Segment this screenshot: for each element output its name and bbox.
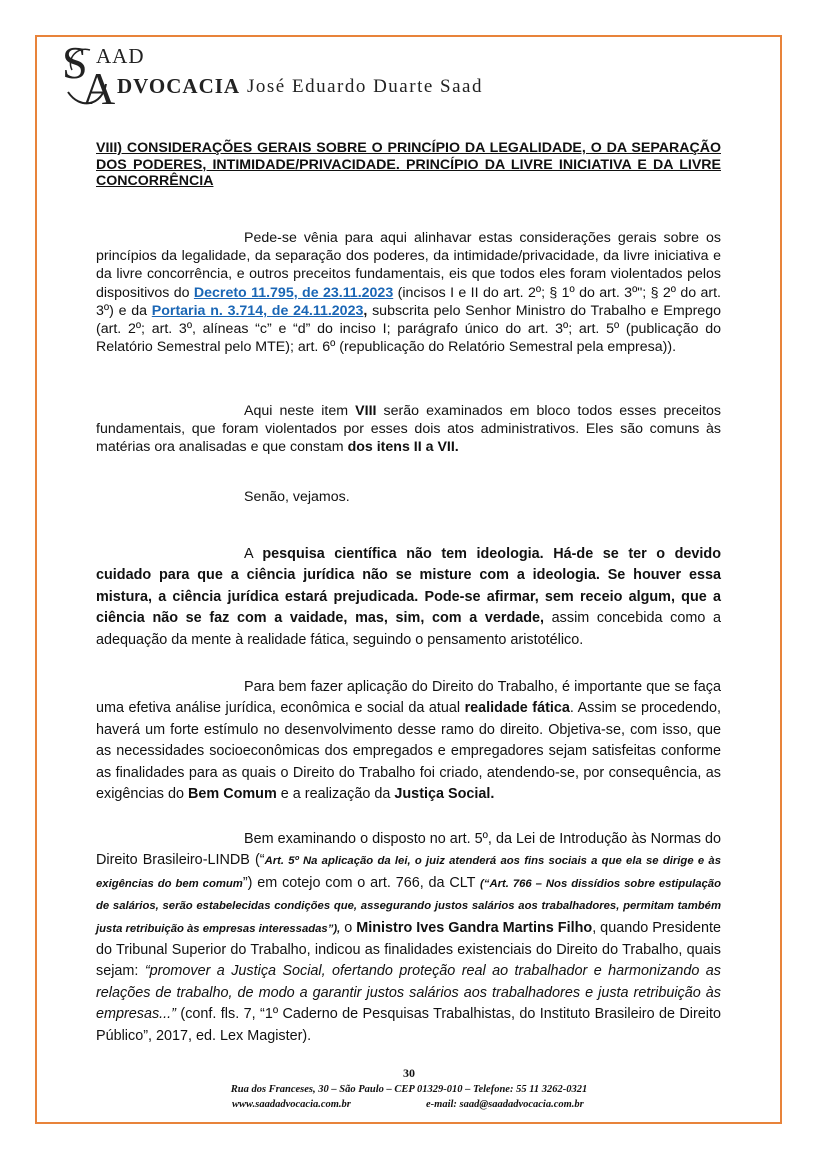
p6-minister-name: Ministro Ives Gandra Martins Filho: [356, 919, 593, 936]
paragraph-5: [96, 677, 721, 805]
p2-item-number: VIII: [355, 403, 377, 419]
p6-text-g: , quando Presidente do Tribunal Superior do Trabalho, indicou as finalidades existenciais do Direito do Trabalho, quais sejam:: [96, 919, 722, 980]
p1-text-c: subscrita pelo Senhor Ministro do Trabalho e Emprego (art. 2º; art. 3º, alíneas “c” e “d” do inciso I; parágrafo único do art. 3º; art. 5º (publicação do Relatório Semestral pelo MTE); art. 6º (republicação do Relatório Semestral pela empresa)).: [96, 302, 721, 356]
paragraph-2: [96, 402, 721, 457]
p6-text-i: (conf. fls. 7, “1º Caderno de Pesquisas Trabalhistas, do Instituto Brasileiro de Direito Público”, 2017, ed. Lex Magister).: [96, 1006, 721, 1044]
p5-realidade-fatica: realidade fática: [464, 700, 570, 717]
p6-text-c: ”) em cotejo com o art. 766, da CLT: [242, 874, 481, 891]
logo-s-initial: S: [62, 37, 88, 88]
p5-justica-social: Justiça Social.: [394, 786, 495, 803]
p6-italic-quote: “promover a Justiça Social, ofertando proteção real ao trabalhador e harmonizando as relações de trabalho, de modo a garantir justos salários aos trabalhadores e justa retribuição às empresas...”: [96, 963, 721, 1023]
p4-text-a: A: [244, 546, 263, 562]
footer-website-link[interactable]: www.saadadvocacia.com.br: [232, 1099, 351, 1110]
decreto-link[interactable]: Decreto 11.795, de 23.11.2023: [193, 284, 394, 301]
p2-text-c: serão examinados em bloco todos esses preceitos fundamentais, que foram violentados por esses dois atos administrativos. Eles são comuns às matérias ora analisadas e que constam: [96, 403, 722, 456]
p4-text-c: assim concebida como a adequação da mente à realidade fática, seguindo o pensamento aristotélico.: [96, 610, 721, 648]
p6-text-e: o: [340, 919, 357, 936]
section-title: VIII) CONSIDERAÇÕES GERAIS SOBRE O PRINCÍPIO DA LEGALIDADE, O DA SEPARAÇÃO DOS PODERES, INTIMIDADE/PRIVACIDADE. PRINCÍPIO DA LIVRE INICIATIVA E DA LIVRE CONCORRÊNCIA: [96, 140, 721, 189]
p3-text: Senão, vejamos.: [244, 489, 350, 505]
p1-text-b: (incisos I e II do art. 2º; § 1º do art. 3º"; § 2º do art. 3º) e da: [96, 284, 722, 319]
paragraph-3: [96, 488, 721, 506]
paragraph-6: [96, 829, 721, 1047]
logo-lawyer-name: José Eduardo Duarte Saad: [247, 76, 483, 97]
logo-dvocacia: DVOCACIA: [117, 74, 241, 98]
p5-text-a: Para bem fazer aplicação do Direito do Trabalho, é importante que se faça uma efetiva análise jurídica, econômica e social da atual: [96, 679, 721, 717]
footer-address: Rua dos Franceses, 30 – São Paulo – CEP 01329-010 – Telefone: 55 11 3262-0321: [230, 1084, 588, 1095]
firm-logo: [62, 37, 532, 114]
logo-a-initial: A: [82, 63, 116, 114]
paragraph-1: [96, 229, 721, 356]
p6-text-a: Bem examinando o disposto no art. 5º, da Lei de Introdução às Normas do Direito Brasileiro-LINDB (“: [96, 831, 721, 869]
portaria-link[interactable]: Portaria n. 3.714, de 24.11.2023: [151, 302, 364, 319]
p2-text-a: Aqui neste item: [244, 403, 356, 419]
p4-bold-statement: pesquisa científica não tem ideologia. Há-de se ter o devido cuidado para que a ciência jurídica não se misture com a ideologia. Se houver essa mistura, a ciência jurídica estará prejudicada. Pode-se afirmar, sem receio algum, que a ciência não se faz com a vaidade, mas, sim, com a verdade,: [96, 546, 721, 627]
p5-text-c: . Assim se procedendo, haverá um forte estímulo no desenvolvimento desse ramo do direito. Objetiva-se, com isso, que as necessidades socioeconômicas dos empregados e empregadores sejam satisfeitas conforme as finalidades para as quais o Direito do Trabalho foi criado, atendendo-se, por consequência, as exigências do: [96, 700, 721, 803]
p5-text-e: e a realização da: [276, 786, 395, 803]
p6-clt-quote: (“Art. 766 – Nos dissídios sobre estipulação de salários, serão estabelecidas condições que, assegurando justos salários aos trabalhadores, permitam também justa retribuição às empresas interessadas”),: [96, 877, 721, 935]
p6-lindb-quote: Art. 5º Na aplicação da lei, o juiz atenderá aos fins sociais a que ela se dirige e às exigências do bem comum: [96, 855, 721, 890]
p5-bem-comum: Bem Comum: [188, 786, 277, 803]
logo-aad: AAD: [96, 44, 145, 68]
paragraph-4: [96, 544, 721, 651]
page-number: 30: [403, 1066, 415, 1080]
footer-email-link[interactable]: e-mail: saad@saadadvocacia.com.br: [426, 1099, 584, 1110]
p1-comma: ,: [363, 302, 368, 319]
p2-items-ref: dos itens II a VII.: [347, 439, 459, 456]
p1-text-a: Pede-se vênia para aqui alinhavar estas considerações gerais sobre os princípios da legalidade, da separação dos poderes, da intimidade/privacidade, da livre iniciativa e da livre concorrência, e outros preceitos fundamentais, eis que todos eles foram violentados pelos dispositivos do: [96, 230, 721, 301]
